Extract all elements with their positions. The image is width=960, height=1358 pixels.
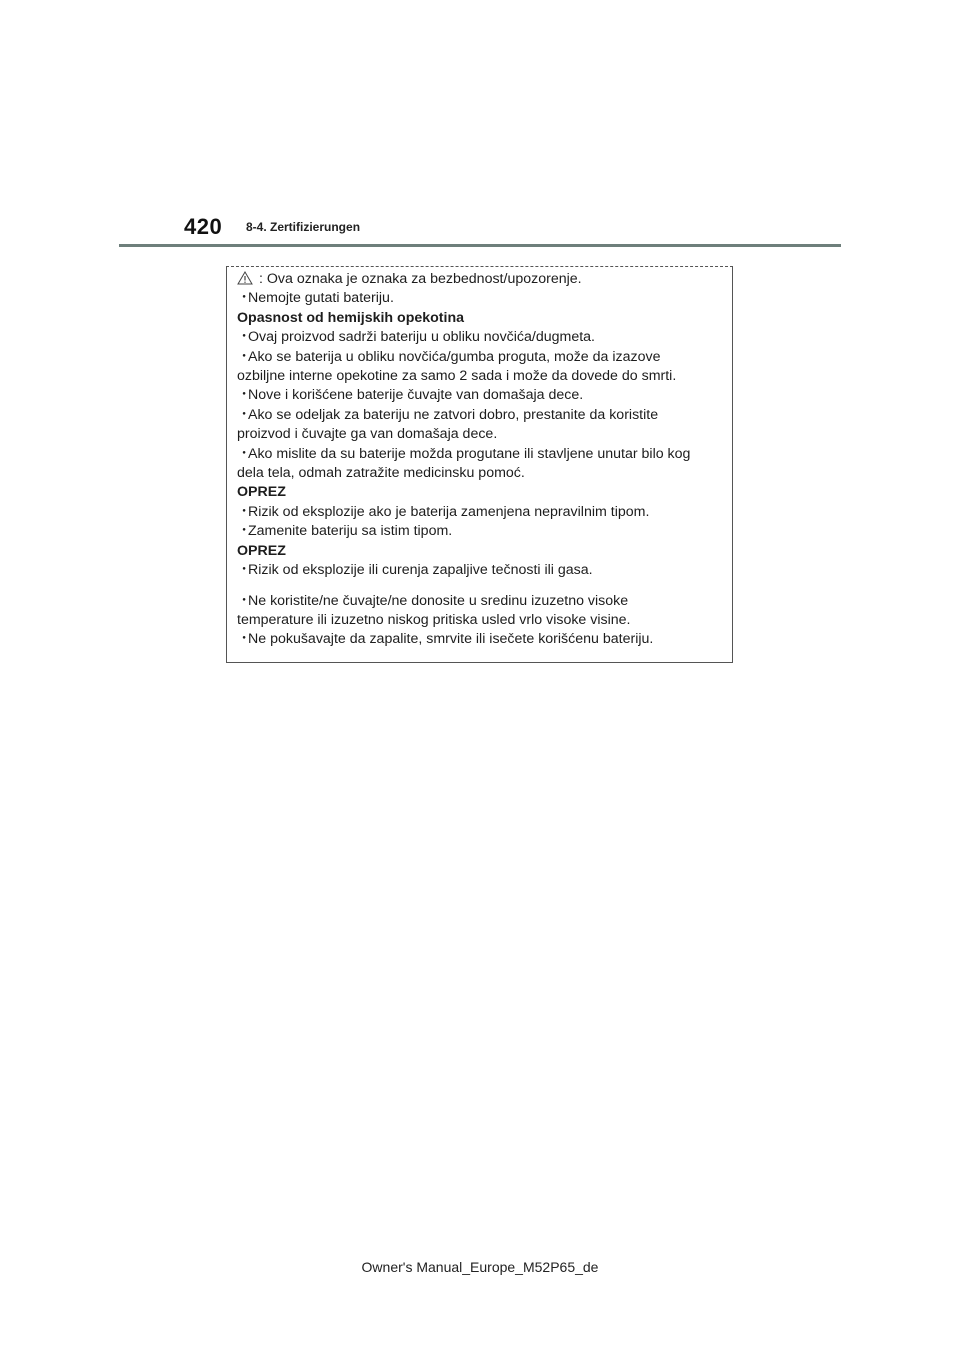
- bullet-text: Ovaj proizvod sadrži bateriju u obliku novčića/dugmeta.: [248, 329, 595, 346]
- battery-warning-box: [226, 266, 733, 663]
- bullet-item: [237, 386, 732, 405]
- bullet-text: Nemojte gutati bateriju.: [248, 290, 394, 307]
- warning-legend-text: : Ova oznaka je oznaka za bezbednost/upozorenje.: [259, 271, 582, 287]
- bullet-text: Zamenite bateriju sa istim tipom.: [248, 523, 453, 540]
- page-number: 420: [184, 214, 223, 239]
- header-divider: [119, 244, 841, 247]
- bullet-mark: ・: [237, 290, 252, 307]
- subheading-caution: OPREZ: [237, 484, 286, 501]
- bullet-item: [237, 561, 732, 580]
- bullet-text: Ako se odeljak za bateriju ne zatvori dobro, prestanite da koristite: [248, 406, 659, 423]
- bullet-text: Ako mislite da su baterije možda progutane ili stavljene unutar bilo kog: [248, 445, 691, 462]
- page-footer: Owner's Manual_Europe_M52P65_de: [361, 1259, 599, 1275]
- bullet-text: Rizik od eksplozije ako je baterija zamenjena nepravilnim tipom.: [248, 503, 650, 520]
- bullet-item: [237, 289, 732, 308]
- bullet-text: Ne pokušavajte da zapalite, smrvite ili isečete korišćenu bateriju.: [248, 631, 654, 648]
- warning-triangle-icon: [237, 271, 253, 285]
- bullet-mark: ・: [237, 406, 252, 423]
- bullet-text: Ne koristite/ne čuvajte/ne donosite u sredinu izuzetno visoke: [248, 592, 629, 609]
- bullet-mark: ・: [237, 503, 252, 520]
- bullet-item: [237, 406, 732, 425]
- warning-legend: [237, 270, 732, 289]
- bullet-mark: ・: [237, 445, 252, 462]
- section-title: 8-4. Zertifizierungen: [246, 220, 361, 234]
- subheading-caution: OPREZ: [237, 542, 286, 559]
- bullet-continuation: temperature ili izuzetno niskog pritiska usled vrlo visoke visine.: [237, 611, 631, 628]
- bullet-mark: ・: [237, 523, 252, 540]
- bullet-mark: ・: [237, 348, 252, 365]
- bullet-mark: ・: [237, 592, 252, 609]
- bullet-text: Ako se baterija u obliku novčića/gumba proguta, može da izazove: [248, 348, 661, 365]
- bullet-item: [237, 348, 732, 367]
- bullet-item: [237, 503, 732, 522]
- bullet-mark: ・: [237, 631, 252, 648]
- bullet-mark: ・: [237, 562, 252, 579]
- bullet-continuation: proizvod i čuvajte ga van domašaja dece.: [237, 426, 498, 443]
- subheading-chemical-burns: Opasnost od hemijskih opekotina: [237, 309, 465, 326]
- bullet-item: [237, 592, 732, 611]
- bullet-text: Nove i korišćene baterije čuvajte van domašaja dece.: [248, 387, 584, 404]
- bullet-item: [237, 328, 732, 347]
- bullet-mark: ・: [237, 387, 252, 404]
- bullet-item: [237, 522, 732, 541]
- bullet-continuation: ozbiljne interne opekotine za samo 2 sada i može da dovede do smrti.: [237, 368, 677, 385]
- bullet-item: [237, 445, 732, 464]
- bullet-mark: ・: [237, 329, 252, 346]
- bullet-text: Rizik od eksplozije ili curenja zapaljive tečnosti ili gasa.: [248, 562, 593, 579]
- bullet-continuation: dela tela, odmah zatražite medicinsku pomoć.: [237, 465, 525, 482]
- bullet-item: [237, 630, 732, 649]
